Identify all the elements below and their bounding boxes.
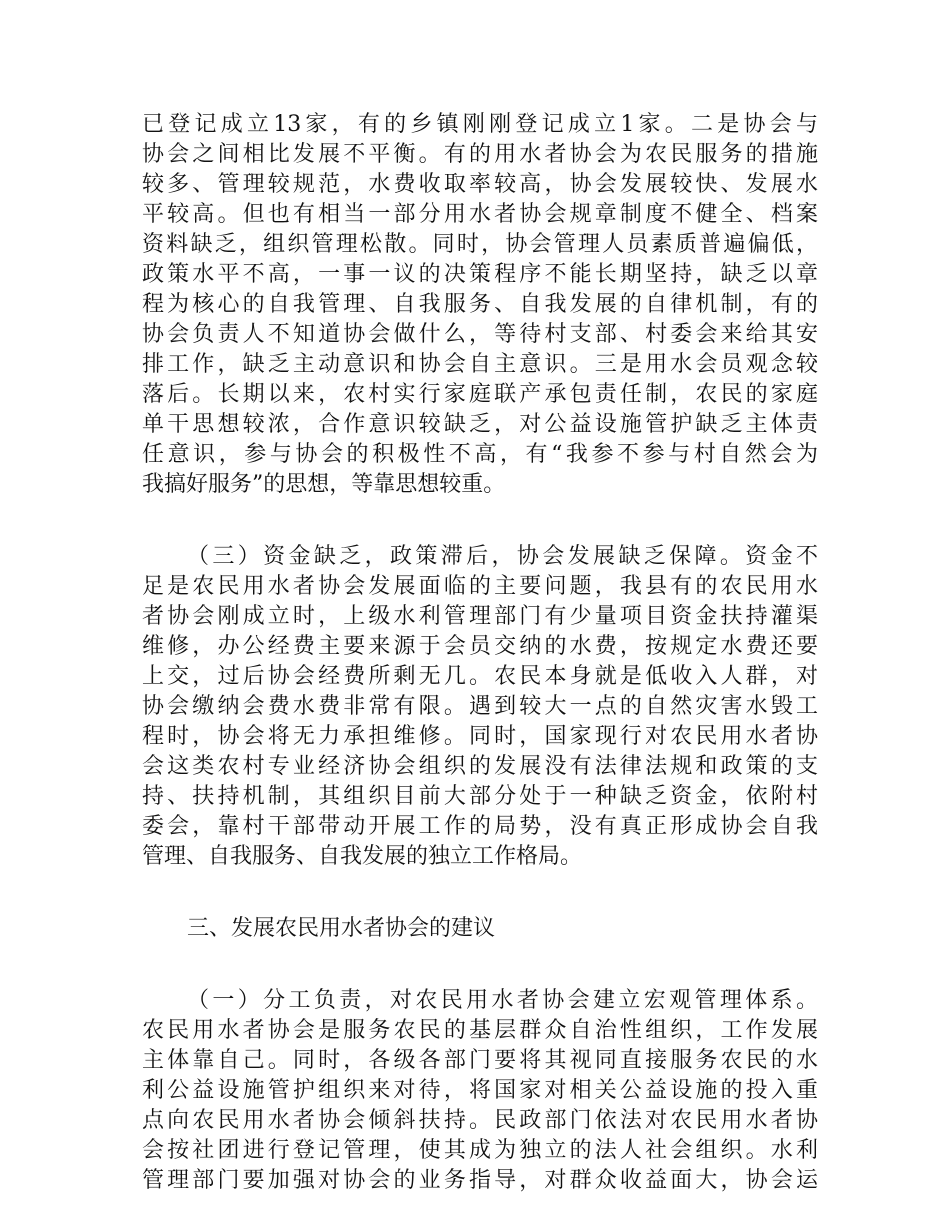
text-line: （一）分工负责，对农民用水者协会建立宏观管理体系。 (187, 988, 818, 1013)
text-line: 落后。长期以来，农村实行家庭联产承包责任制，农民的家庭 (142, 382, 818, 407)
text-line: 协会缴纳会费水费非常有限。遇到较大一点的自然灾害水毁工 (142, 694, 818, 719)
text-line: 单干思想较浓，合作意识较缺乏，对公益设施管护缺乏主体责 (142, 412, 818, 437)
section-heading-text: 三、发展农民用水者协会的建议 (187, 916, 496, 941)
text-line: 程为核心的自我管理、自我服务、自我发展的自律机制，有的 (142, 292, 818, 317)
text-line: 较多、管理较规范，水费收取率较高，协会发展较快、发展水 (142, 172, 818, 197)
paragraph-funding (142, 542, 818, 872)
text-line: 任意识，参与协会的积极性不高，有“我参不参与村自然会为 (142, 442, 818, 467)
text-line: 程时，协会将无力承担维修。同时，国家现行对农民用水者协 (142, 724, 818, 749)
text-line: 管理、自我服务、自我发展的独立工作格局。 (142, 844, 583, 869)
text-line: 已登记成立13家，有的乡镇刚刚登记成立1家。二是协会与 (142, 112, 818, 137)
paragraph-division (142, 986, 818, 1196)
text-line: 协会负责人不知道协会做什么，等待村支部、村委会来给其安 (142, 322, 818, 347)
text-line: 会按社团进行登记管理，使其成为独立的法人社会组织。水利 (142, 1138, 818, 1163)
text-line: 农民用水者协会是服务农民的基层群众自治性组织，工作发展 (142, 1018, 818, 1043)
paragraph-spacer (142, 500, 818, 542)
text-line: 利公益设施管护组织来对待，将国家对相关公益设施的投入重 (142, 1078, 818, 1103)
text-line: 委会，靠村干部带动开展工作的局势，没有真正形成协会自我 (142, 814, 818, 839)
text-line: 维修，办公经费主要来源于会员交纳的水费，按规定水费还要 (142, 634, 818, 659)
text-line: 点向农民用水者协会倾斜扶持。民政部门依法对农民用水者协 (142, 1108, 818, 1133)
text-line: 会这类农村专业经济协会组织的发展没有法律法规和政策的支 (142, 754, 818, 779)
paragraph-spacer (142, 872, 818, 914)
text-line: （三）资金缺乏，政策滞后，协会发展缺乏保障。资金不 (187, 544, 818, 569)
section-heading (142, 914, 818, 944)
text-line: 管理部门要加强对协会的业务指导，对群众收益面大，协会运 (142, 1168, 818, 1193)
text-line: 政策水平不高，一事一议的决策程序不能长期坚持，缺乏以章 (142, 262, 818, 287)
text-line: 上交，过后协会经费所剩无几。农民本身就是低收入人群，对 (142, 664, 818, 689)
paragraph-continued (142, 110, 818, 500)
text-line: 持、扶持机制，其组织目前大部分处于一种缺乏资金，依附村 (142, 784, 818, 809)
text-line: 主体靠自己。同时，各级各部门要将其视同直接服务农民的水 (142, 1048, 818, 1073)
text-line: 足是农民用水者协会发展面临的主要问题，我县有的农民用水 (142, 574, 818, 599)
text-line: 资料缺乏，组织管理松散。同时，协会管理人员素质普遍偏低， (142, 232, 818, 257)
document-page (142, 110, 818, 1196)
text-line: 者协会刚成立时，上级水利管理部门有少量项目资金扶持灌渠 (142, 604, 818, 629)
text-line: 平较高。但也有相当一部分用水者协会规章制度不健全、档案 (142, 202, 818, 227)
text-line: 协会之间相比发展不平衡。有的用水者协会为农民服务的措施 (142, 142, 818, 167)
paragraph-spacer (142, 944, 818, 986)
text-line: 我搞好服务”的思想，等靠思想较重。 (142, 472, 506, 497)
text-line: 排工作，缺乏主动意识和协会自主意识。三是用水会员观念较 (142, 352, 818, 377)
